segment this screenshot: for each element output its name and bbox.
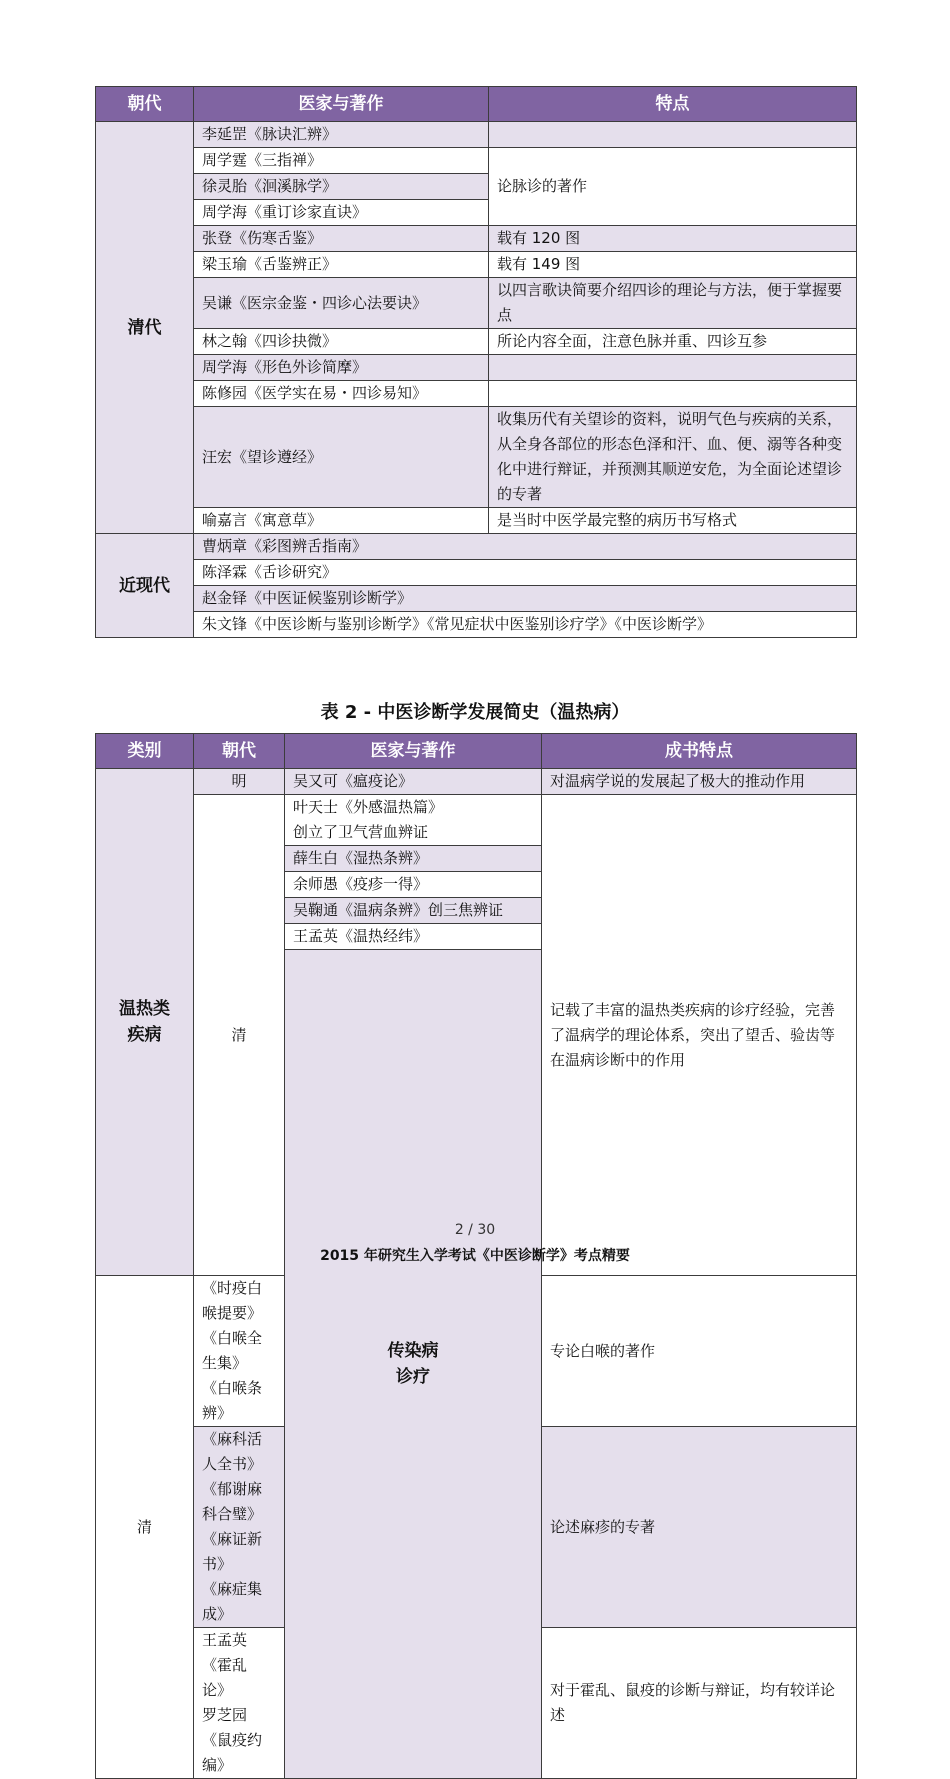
table-row <box>96 226 857 252</box>
category-cell: 温热类 疾病 <box>96 769 194 1276</box>
feature-cell: 论脉诊的著作 <box>489 148 857 226</box>
category-cell: 传染病 诊疗 <box>285 950 542 1779</box>
dynasty-cell: 清代 <box>96 122 194 534</box>
dynasty-cell: 清 <box>194 795 285 1276</box>
table-row <box>96 534 857 560</box>
work-cell: 林之翰《四诊抉微》 <box>194 329 489 355</box>
feature-cell: 对于霍乱、鼠疫的诊断与辩证，均有较详论述 <box>542 1628 857 1779</box>
feature-cell: 以四言歌诀简要介绍四诊的理论与方法，便于掌握要点 <box>489 278 857 329</box>
work-cell: 梁玉瑜《舌鉴辨正》 <box>194 252 489 278</box>
table-2-title: 表 2 - 中医诊断学发展简史（温热病） <box>320 702 630 723</box>
table-row <box>96 795 857 846</box>
header-dynasty: 朝代 <box>194 734 285 769</box>
work-cell: 王孟英《温热经纬》 <box>285 924 542 950</box>
work-cell: 曹炳章《彩图辨舌指南》 <box>194 534 857 560</box>
work-cell: 朱文锋《中医诊断与鉴别诊断学》《常见症状中医鉴别诊疗学》《中医诊断学》 <box>194 612 857 638</box>
work-cell: 赵金铎《中医证候鉴别诊断学》 <box>194 586 857 612</box>
table-row <box>96 148 857 174</box>
table-row <box>96 560 857 586</box>
feature-cell: 记载了丰富的温热类疾病的诊疗经验，完善了温病学的理论体系，突出了望舌、验齿等在温病诊断中的作用 <box>542 795 857 1276</box>
feature-cell: 论述麻疹的专著 <box>542 1427 857 1628</box>
work-cell: 张登《伤寒舌鉴》 <box>194 226 489 252</box>
work-cell: 叶天士《外感温热篇》 创立了卫气营血辨证 <box>285 795 542 846</box>
work-cell: 陈泽霖《舌诊研究》 <box>194 560 857 586</box>
work-cell: 薛生白《湿热条辨》 <box>285 846 542 872</box>
header-works: 医家与著作 <box>285 734 542 769</box>
feature-cell: 载有 120 图 <box>489 226 857 252</box>
page-number: 2 / 30 <box>454 1222 496 1238</box>
header-works: 医家与著作 <box>194 87 489 122</box>
work-cell: 汪宏《望诊遵经》 <box>194 407 489 508</box>
feature-cell: 载有 149 图 <box>489 252 857 278</box>
table-row <box>96 278 857 329</box>
work-cell: 余师愚《疫疹一得》 <box>285 872 542 898</box>
feature-cell: 对温病学说的发展起了极大的推动作用 <box>542 769 857 795</box>
feature-cell <box>489 381 857 407</box>
feature-cell <box>489 355 857 381</box>
header-features: 特点 <box>489 87 857 122</box>
table-row <box>96 381 857 407</box>
table-row <box>96 252 857 278</box>
table-1 <box>95 86 857 638</box>
work-cell: 陈修园《医学实在易・四诊易知》 <box>194 381 489 407</box>
table-row <box>96 122 857 148</box>
table-row <box>96 407 857 508</box>
work-cell: 王孟英《霍乱论》 罗芝园《鼠疫约编》 <box>194 1628 285 1779</box>
table-header-row <box>96 734 857 769</box>
page-footer: 2015 年研究生入学考试《中医诊断学》考点精要 <box>320 1248 630 1264</box>
work-cell: 吴鞠通《温病条辨》创三焦辨证 <box>285 898 542 924</box>
work-cell: 喻嘉言《寓意草》 <box>194 508 489 534</box>
dynasty-cell: 清 <box>96 1276 194 1779</box>
work-cell: 《麻科活人全书》 《郁谢麻科合璧》 《麻证新书》 《麻症集成》 <box>194 1427 285 1628</box>
work-cell: 周学霆《三指禅》 <box>194 148 489 174</box>
work-cell: 徐灵胎《洄溪脉学》 <box>194 174 489 200</box>
dynasty-cell: 明 <box>194 769 285 795</box>
dynasty-cell: 近现代 <box>96 534 194 638</box>
feature-cell <box>489 122 857 148</box>
feature-cell: 专论白喉的著作 <box>542 1276 857 1427</box>
feature-cell: 所论内容全面，注意色脉并重、四诊互参 <box>489 329 857 355</box>
work-cell: 周学海《重订诊家直诀》 <box>194 200 489 226</box>
work-cell: 吴谦《医宗金鉴・四诊心法要诀》 <box>194 278 489 329</box>
table-row <box>96 612 857 638</box>
table-row <box>96 586 857 612</box>
table-row <box>96 508 857 534</box>
feature-cell: 是当时中医学最完整的病历书写格式 <box>489 508 857 534</box>
table-row <box>96 329 857 355</box>
work-cell: 周学海《形色外诊简摩》 <box>194 355 489 381</box>
header-dynasty: 朝代 <box>96 87 194 122</box>
work-cell: 吴又可《瘟疫论》 <box>285 769 542 795</box>
table-header-row <box>96 87 857 122</box>
header-category: 类别 <box>96 734 194 769</box>
table-row <box>96 769 857 795</box>
header-features: 成书特点 <box>542 734 857 769</box>
table-row <box>96 355 857 381</box>
work-cell: 李延罡《脉诀汇辨》 <box>194 122 489 148</box>
work-cell: 《时疫白喉提要》 《白喉全生集》 《白喉条辨》 <box>194 1276 285 1427</box>
feature-cell: 收集历代有关望诊的资料，说明气色与疾病的关系，从全身各部位的形态色泽和汗、血、便、溺等各种变化中进行辩证，并预测其顺逆安危，为全面论述望诊的专著 <box>489 407 857 508</box>
